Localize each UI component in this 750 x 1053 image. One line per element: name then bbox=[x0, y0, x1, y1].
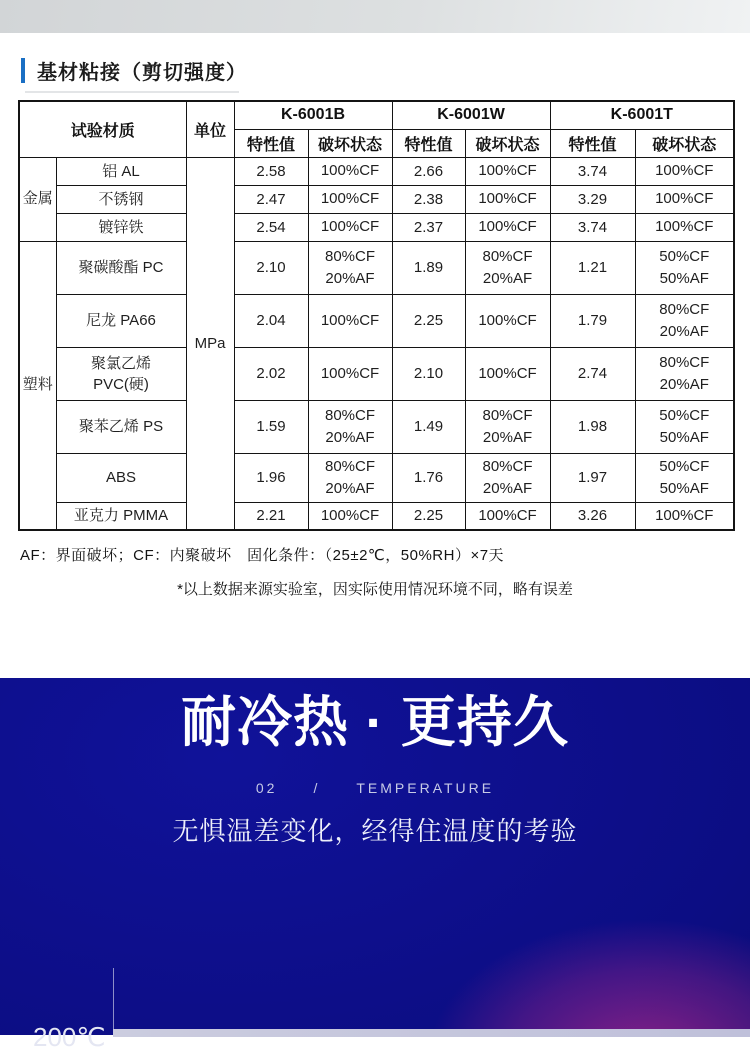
state-line: 100%CF bbox=[655, 218, 714, 235]
value-cell: 1.21 bbox=[550, 241, 635, 294]
state-line: 50%AF bbox=[659, 479, 709, 497]
value-cell: 2.74 bbox=[550, 347, 635, 400]
state-line: 80%CF bbox=[482, 457, 533, 475]
hero-section bbox=[0, 678, 750, 1052]
corner-header: 试验材质 bbox=[19, 101, 186, 157]
value-cell: 3.26 bbox=[550, 502, 635, 530]
state-line: 100%CF bbox=[320, 162, 380, 179]
value-cell: 3.74 bbox=[550, 157, 635, 185]
table-row bbox=[19, 213, 734, 241]
value-cell: 1.76 bbox=[392, 453, 465, 502]
sub-header: 破坏状态 bbox=[308, 129, 392, 157]
state-line: 20%AF bbox=[659, 375, 709, 393]
state-line: 100%CF bbox=[320, 311, 380, 329]
material-label: 尼龙 PA66 bbox=[86, 312, 156, 329]
value-cell: 2.25 bbox=[392, 294, 465, 347]
material-cell bbox=[56, 502, 186, 530]
group-cell-metal: 金属 bbox=[19, 157, 56, 241]
value-cell: 2.38 bbox=[392, 185, 465, 213]
table-row bbox=[19, 453, 734, 502]
value-cell: 3.29 bbox=[550, 185, 635, 213]
state-line: 20%AF bbox=[325, 479, 375, 497]
value-cell: 2.54 bbox=[234, 213, 308, 241]
value-cell: 2.47 bbox=[234, 185, 308, 213]
value-cell: 2.66 bbox=[392, 157, 465, 185]
material-label: 铝 AL bbox=[102, 162, 140, 180]
state-cell bbox=[465, 213, 550, 241]
value-cell: 1.59 bbox=[234, 400, 308, 453]
value-cell: 1.96 bbox=[234, 453, 308, 502]
material-label: PVC(硬) bbox=[93, 375, 149, 393]
state-line: 100%CF bbox=[478, 162, 537, 179]
state-line: 100%CF bbox=[478, 218, 537, 235]
top-divider-strip bbox=[0, 0, 750, 33]
value-cell: 1.97 bbox=[550, 453, 635, 502]
value-cell: 2.02 bbox=[234, 347, 308, 400]
state-line: 100%CF bbox=[478, 311, 537, 329]
value-cell: 2.25 bbox=[392, 502, 465, 530]
table-row bbox=[19, 294, 734, 347]
value-cell: 2.37 bbox=[392, 213, 465, 241]
hero-index: 02 bbox=[255, 780, 278, 796]
state-line: 50%CF bbox=[659, 406, 710, 424]
state-cell bbox=[308, 453, 392, 502]
state-cell bbox=[635, 294, 734, 347]
state-line: 20%AF bbox=[325, 269, 375, 287]
state-line: 100%CF bbox=[320, 364, 380, 382]
table-row bbox=[19, 241, 734, 294]
state-line: 100%CF bbox=[478, 506, 537, 524]
state-cell bbox=[635, 241, 734, 294]
state-line: 50%CF bbox=[659, 247, 710, 265]
chart-axis-vertical bbox=[113, 968, 114, 1032]
state-line: 20%AF bbox=[482, 269, 533, 287]
state-cell bbox=[308, 502, 392, 530]
value-cell: 1.79 bbox=[550, 294, 635, 347]
state-line: 80%CF bbox=[482, 247, 533, 265]
state-cell bbox=[308, 400, 392, 453]
group-cell-plastic: 塑料 bbox=[19, 241, 56, 530]
state-line: 100%CF bbox=[655, 162, 714, 179]
value-cell: 1.98 bbox=[550, 400, 635, 453]
state-line: 50%AF bbox=[659, 428, 709, 446]
state-cell bbox=[308, 347, 392, 400]
material-label: ABS bbox=[106, 469, 137, 486]
product-header: K-6001B bbox=[234, 101, 392, 129]
sub-header: 特性值 bbox=[392, 129, 465, 157]
value-cell: 2.58 bbox=[234, 157, 308, 185]
sub-header: 破坏状态 bbox=[465, 129, 550, 157]
state-cell bbox=[308, 157, 392, 185]
state-cell bbox=[465, 347, 550, 400]
value-cell: 3.74 bbox=[550, 213, 635, 241]
state-line: 100%CF bbox=[320, 190, 380, 207]
state-line: 100%CF bbox=[478, 190, 537, 207]
sub-header: 特性值 bbox=[550, 129, 635, 157]
state-cell bbox=[635, 185, 734, 213]
sub-header: 特性值 bbox=[234, 129, 308, 157]
state-line: 50%CF bbox=[659, 457, 710, 475]
state-cell bbox=[465, 185, 550, 213]
hero-headline: 耐冷热 · 更持久 bbox=[181, 691, 569, 753]
state-line: 80%CF bbox=[659, 300, 710, 318]
material-cell bbox=[56, 185, 186, 213]
state-line: 20%AF bbox=[482, 479, 533, 497]
title-accent-bar bbox=[21, 58, 25, 83]
hero-divider-slash: / bbox=[313, 780, 321, 796]
state-cell bbox=[465, 453, 550, 502]
section-title-block bbox=[21, 56, 750, 93]
state-cell bbox=[465, 294, 550, 347]
product-header: K-6001T bbox=[550, 101, 734, 129]
state-line: 20%AF bbox=[659, 322, 709, 340]
state-cell bbox=[635, 400, 734, 453]
material-label: 聚碳酸酯 PC bbox=[78, 259, 164, 276]
material-cell bbox=[56, 453, 186, 502]
chart-axis-label: 200℃ bbox=[33, 1022, 106, 1052]
value-cell: 2.10 bbox=[234, 241, 308, 294]
material-label: 聚氯乙烯 bbox=[91, 354, 152, 372]
state-cell bbox=[308, 185, 392, 213]
value-cell: 1.89 bbox=[392, 241, 465, 294]
product-header: K-6001W bbox=[392, 101, 550, 129]
chart-axis-horizontal bbox=[113, 1029, 750, 1037]
material-cell bbox=[56, 347, 186, 400]
material-label: 聚苯乙烯 PS bbox=[78, 418, 164, 435]
state-cell bbox=[635, 453, 734, 502]
state-line: 80%CF bbox=[325, 457, 376, 475]
state-line: 50%AF bbox=[659, 269, 709, 287]
state-cell bbox=[465, 241, 550, 294]
value-cell: 2.10 bbox=[392, 347, 465, 400]
table-row bbox=[19, 185, 734, 213]
state-cell bbox=[635, 502, 734, 530]
state-cell bbox=[465, 157, 550, 185]
value-cell: 1.49 bbox=[392, 400, 465, 453]
sub-header: 破坏状态 bbox=[635, 129, 734, 157]
state-line: 100%CF bbox=[478, 364, 537, 382]
state-cell bbox=[465, 400, 550, 453]
title-underline bbox=[25, 91, 239, 93]
material-cell bbox=[56, 400, 186, 453]
state-line: 80%CF bbox=[325, 406, 376, 424]
material-cell bbox=[56, 157, 186, 185]
material-cell bbox=[56, 213, 186, 241]
state-line: 80%CF bbox=[659, 353, 710, 371]
material-label: 亚克力 PMMA bbox=[73, 507, 169, 525]
state-cell bbox=[308, 213, 392, 241]
state-cell bbox=[635, 213, 734, 241]
hero-subtitle: 无惧温差变化，经得住温度的考验 bbox=[172, 816, 578, 846]
table-row bbox=[19, 400, 734, 453]
table-footnote: AF：界面破坏；CF：内聚破坏 固化条件：（25±2℃，50%RH）×7天 bbox=[20, 547, 505, 564]
state-line: 100%CF bbox=[655, 190, 714, 207]
material-cell bbox=[56, 294, 186, 347]
material-label: 不锈钢 bbox=[98, 190, 144, 208]
hero-tag-en: TEMPERATURE bbox=[356, 780, 495, 796]
state-line: 100%CF bbox=[655, 506, 714, 524]
material-cell bbox=[56, 241, 186, 294]
table-row bbox=[19, 157, 734, 185]
material-label: 镀锌铁 bbox=[98, 218, 144, 236]
state-line: 20%AF bbox=[325, 428, 375, 446]
state-cell bbox=[308, 294, 392, 347]
unit-header: 单位 bbox=[186, 101, 234, 157]
hero-meta-row bbox=[0, 780, 750, 796]
table-row bbox=[19, 502, 734, 530]
state-line: 20%AF bbox=[482, 428, 533, 446]
state-line: 80%CF bbox=[482, 406, 533, 424]
section-title: 基材粘接（剪切强度） bbox=[37, 62, 247, 84]
state-cell bbox=[308, 241, 392, 294]
state-line: 100%CF bbox=[320, 506, 380, 524]
value-cell: 2.21 bbox=[234, 502, 308, 530]
state-line: 100%CF bbox=[320, 218, 380, 235]
spec-table bbox=[18, 100, 735, 531]
unit-cell: MPa bbox=[186, 157, 234, 530]
state-cell bbox=[635, 347, 734, 400]
data-disclaimer: *以上数据来源实验室，因实际使用情况环境不同，略有误差 bbox=[177, 581, 573, 598]
value-cell: 2.04 bbox=[234, 294, 308, 347]
table-row bbox=[19, 347, 734, 400]
state-line: 80%CF bbox=[325, 247, 376, 265]
state-cell bbox=[465, 502, 550, 530]
state-cell bbox=[635, 157, 734, 185]
